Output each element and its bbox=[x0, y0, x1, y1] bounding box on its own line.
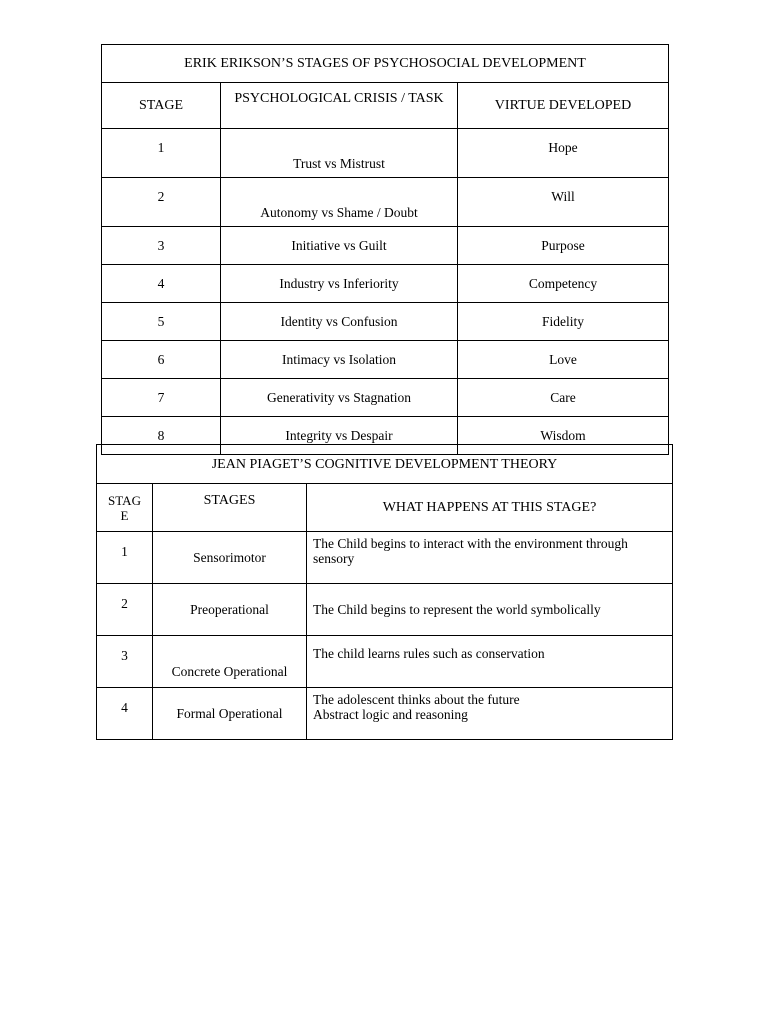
erikson-crisis: Generativity vs Stagnation bbox=[221, 379, 458, 417]
erikson-stage-number: 4 bbox=[102, 265, 221, 303]
piaget-stage-number: 2 bbox=[97, 584, 153, 636]
erikson-virtue: Wisdom bbox=[458, 417, 669, 455]
erikson-row-2 bbox=[102, 178, 669, 227]
erikson-row-6 bbox=[102, 341, 669, 379]
piaget-header-what-happens: WHAT HAPPENS AT THIS STAGE? bbox=[307, 484, 673, 532]
piaget-stage-name: Formal Operational bbox=[153, 688, 307, 740]
erikson-header-stage: STAGE bbox=[102, 83, 221, 129]
piaget-description-line: sensory bbox=[313, 551, 355, 566]
erikson-stage-number: 6 bbox=[102, 341, 221, 379]
erikson-stage-number: 5 bbox=[102, 303, 221, 341]
erikson-header-virtue: VIRTUE DEVELOPED bbox=[458, 83, 669, 129]
piaget-description-line: Abstract logic and reasoning bbox=[313, 707, 468, 722]
erikson-crisis: Industry vs Inferiority bbox=[221, 265, 458, 303]
erikson-crisis: Identity vs Confusion bbox=[221, 303, 458, 341]
piaget-stage-name: Concrete Operational bbox=[153, 636, 307, 688]
erikson-stage-number: 7 bbox=[102, 379, 221, 417]
erikson-stage-number: 2 bbox=[102, 178, 221, 227]
piaget-stage-number: 4 bbox=[97, 688, 153, 740]
piaget-theory-table bbox=[96, 444, 673, 740]
piaget-row-4 bbox=[97, 688, 673, 740]
piaget-stage-description bbox=[307, 532, 673, 584]
piaget-header-stage bbox=[97, 484, 153, 532]
erikson-row-5 bbox=[102, 303, 669, 341]
piaget-table-title: JEAN PIAGET’S COGNITIVE DEVELOPMENT THEORY bbox=[97, 445, 673, 484]
erikson-virtue: Hope bbox=[458, 129, 669, 178]
erikson-virtue: Purpose bbox=[458, 227, 669, 265]
erikson-crisis: Integrity vs Despair bbox=[221, 417, 458, 455]
erikson-table-title: ERIK ERIKSON’S STAGES OF PSYCHOSOCIAL DEVELOPMENT bbox=[102, 45, 669, 83]
piaget-description-line: The Child begins to represent the world symbolically bbox=[313, 602, 601, 617]
erikson-virtue: Love bbox=[458, 341, 669, 379]
piaget-header-stage-line-2: E bbox=[120, 507, 129, 523]
erikson-virtue: Competency bbox=[458, 265, 669, 303]
erikson-row-1 bbox=[102, 129, 669, 178]
piaget-row-2 bbox=[97, 584, 673, 636]
erikson-virtue: Fidelity bbox=[458, 303, 669, 341]
piaget-description-line: The child learns rules such as conservation bbox=[313, 646, 545, 661]
erikson-crisis: Trust vs Mistrust bbox=[221, 129, 458, 178]
piaget-stage-name: Preoperational bbox=[153, 584, 307, 636]
erikson-row-4 bbox=[102, 265, 669, 303]
piaget-stage-description bbox=[307, 636, 673, 688]
erikson-crisis: Initiative vs Guilt bbox=[221, 227, 458, 265]
piaget-header-stage-line-1: STAG bbox=[108, 492, 141, 508]
erikson-row-7 bbox=[102, 379, 669, 417]
piaget-description-line: The Child begins to interact with the environment through bbox=[313, 536, 628, 551]
piaget-row-3 bbox=[97, 636, 673, 688]
piaget-description-line: The adolescent thinks about the future bbox=[313, 692, 520, 707]
erikson-crisis: Intimacy vs Isolation bbox=[221, 341, 458, 379]
erikson-stages-table bbox=[101, 44, 669, 455]
erikson-row-3 bbox=[102, 227, 669, 265]
erikson-stage-number: 1 bbox=[102, 129, 221, 178]
erikson-virtue: Care bbox=[458, 379, 669, 417]
erikson-virtue: Will bbox=[458, 178, 669, 227]
piaget-row-1 bbox=[97, 532, 673, 584]
piaget-stage-name: Sensorimotor bbox=[153, 532, 307, 584]
piaget-stage-number: 1 bbox=[97, 532, 153, 584]
erikson-stage-number: 3 bbox=[102, 227, 221, 265]
piaget-header-stages: STAGES bbox=[153, 484, 307, 532]
piaget-stage-description bbox=[307, 688, 673, 740]
erikson-stage-number: 8 bbox=[102, 417, 221, 455]
erikson-header-crisis: PSYCHOLOGICAL CRISIS / TASK bbox=[221, 83, 458, 129]
erikson-crisis: Autonomy vs Shame / Doubt bbox=[221, 178, 458, 227]
piaget-stage-number: 3 bbox=[97, 636, 153, 688]
piaget-stage-description bbox=[307, 584, 673, 636]
